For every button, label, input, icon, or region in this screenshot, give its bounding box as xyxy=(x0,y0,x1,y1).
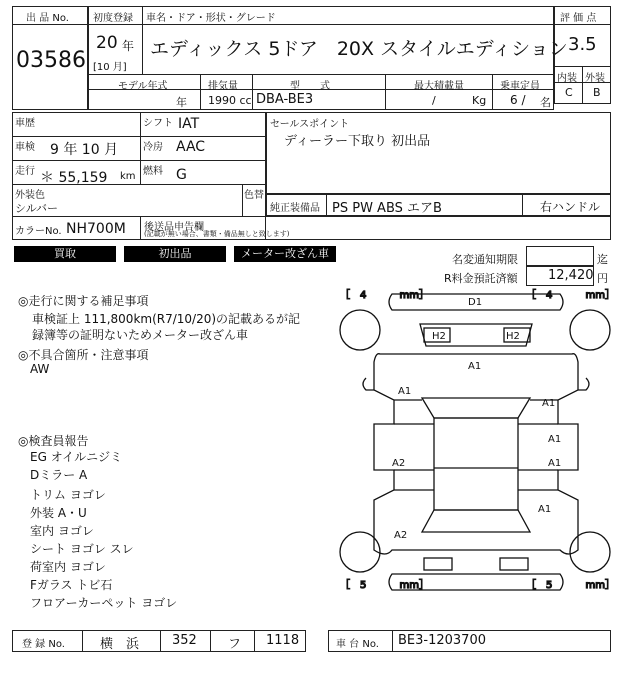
shift-label: シフト xyxy=(143,118,173,129)
capacity-unit: 名 xyxy=(540,96,551,109)
first-reg-year: 20 xyxy=(96,33,118,53)
score: 3.5 xyxy=(568,34,597,55)
lot-no-label: 出 品 No. xyxy=(26,13,69,24)
max-load-unit: Kg xyxy=(472,94,487,107)
sales-point-label: セールスポイント xyxy=(270,119,350,130)
mark-headlight-left: H2 xyxy=(432,331,446,342)
displacement: 1990 cc xyxy=(208,94,252,107)
inspector-header: ◎検査員報告 xyxy=(18,434,89,448)
chassis: BE3-1203700 xyxy=(398,633,486,648)
mark-headlight-right: H2 xyxy=(506,331,520,342)
mark-right-quarter: A1 xyxy=(538,504,552,515)
inspector-item: Fガラス トビ石 xyxy=(30,578,113,592)
first-reg-label: 初度登録 xyxy=(93,13,133,24)
mark-front-bumper: D1 xyxy=(468,297,483,308)
tag-meter-tampered: メーター改ざん車 xyxy=(234,246,336,262)
color-no: NH700M xyxy=(66,221,126,237)
inspector-item: EG オイルニジミ xyxy=(30,450,123,464)
wheel-front-left xyxy=(340,310,380,350)
name-change-unit: 迄 xyxy=(597,253,608,266)
tread-rear-right: ［ 5 mm］ xyxy=(526,580,616,591)
defects: AW xyxy=(30,362,50,376)
doc-note: (記載が無い場合、書類・備品無しと致します) xyxy=(144,230,290,238)
recycle-unit: 円 xyxy=(597,272,608,285)
model-year-label: モデル年式 xyxy=(118,81,168,92)
inspection-label: 車検 xyxy=(15,142,35,153)
tread-rear-left: ［ 5 mm］ xyxy=(340,580,430,591)
inspector-item: 荷室内 ヨゴレ xyxy=(30,560,106,574)
wheel-front-right xyxy=(570,310,610,350)
exterior-grade: B xyxy=(593,86,601,99)
ac-label: 冷房 xyxy=(143,142,163,153)
mark-right-fender: A1 xyxy=(542,398,556,409)
car-body-outline xyxy=(374,354,578,554)
recycle-amount: 12,420 xyxy=(548,268,594,283)
displacement-label: 排気量 xyxy=(208,81,238,92)
mark-left-quarter: A2 xyxy=(394,530,408,541)
inspector-item: Dミラー A xyxy=(30,468,88,482)
score-label: 評 価 点 xyxy=(560,13,597,24)
name-change-box xyxy=(526,246,594,266)
max-load-sep: / xyxy=(432,94,436,107)
car-name-label: 車名・ドア・形状・グレード xyxy=(146,13,276,24)
steering: 右ハンドル xyxy=(540,200,601,214)
recycle-label: R料金預託済額 xyxy=(444,272,518,285)
mark-right-front-door: A1 xyxy=(548,434,562,445)
type-label: 型 式 xyxy=(290,81,330,92)
exterior-label: 外装 xyxy=(585,73,605,84)
exterior-color-label: 外装色 xyxy=(15,190,45,201)
driving-header: ◎走行に関する補足事項 xyxy=(18,294,149,308)
exterior-color: シルバー xyxy=(15,202,58,215)
mark-hood: A1 xyxy=(468,361,482,372)
tag-buyout: 買取 xyxy=(14,246,116,262)
mark-right-rear-door: A1 xyxy=(548,458,562,469)
driving-line2: 録簿等の証明ないためメーター改ざん車 xyxy=(32,328,249,342)
car-damage-diagram xyxy=(336,288,616,602)
mark-left-rear-door: A2 xyxy=(392,458,406,469)
inspector-item: シート ヨゴレ スレ xyxy=(30,542,134,556)
inspector-item: フロアーカーペット ヨゴレ xyxy=(30,596,178,610)
capacity: 6 / xyxy=(510,93,526,107)
model-year-unit: 年 xyxy=(176,96,187,109)
driving-line1: 車検証上 111,800km(R7/10/20)の記載あるが記 xyxy=(32,312,301,326)
defects-header: ◎不具合箇所・注意事項 xyxy=(18,348,149,362)
car-name: エディックス 5ドア 20X スタイルエディション xyxy=(150,38,568,60)
interior-label: 内装 xyxy=(557,73,577,84)
fuel: G xyxy=(176,167,187,183)
equipment: PS PW ABS エアB xyxy=(332,201,442,216)
equipment-label: 純正装備品 xyxy=(270,203,320,214)
lot-no: 03586 xyxy=(16,48,86,73)
max-load-label: 最大積載量 xyxy=(414,81,464,92)
ac: AAC xyxy=(176,139,206,155)
tread-front-right: ［ 4 mm］ xyxy=(526,290,616,301)
doc-label: 後送品申告欄 xyxy=(144,222,204,233)
reg-kana: フ xyxy=(228,637,242,652)
chassis-label: 車 台 No. xyxy=(336,639,379,650)
reg-place: 横 浜 xyxy=(100,637,140,652)
tread-front-left: ［ 4 mm］ xyxy=(340,290,430,301)
mileage: ＊ 55,159 xyxy=(40,170,108,186)
capacity-label: 乗車定員 xyxy=(500,81,540,92)
mark-left-fender: A1 xyxy=(398,386,412,397)
reg-number: 1118 xyxy=(266,633,300,648)
type: DBA-BE3 xyxy=(256,92,314,107)
tag-first-listing: 初出品 xyxy=(124,246,226,262)
shift: IAT xyxy=(178,116,200,132)
inspection: 9 年 10 月 xyxy=(50,142,119,158)
inspector-item: 室内 ヨゴレ xyxy=(30,524,94,538)
first-reg-month: [10 月] xyxy=(93,62,127,73)
color-no-label: カラーNo. xyxy=(15,226,62,237)
history-label: 車歴 xyxy=(15,118,35,129)
name-change-label: 名変通知期限 xyxy=(452,253,518,266)
interior-grade: C xyxy=(565,86,573,99)
first-reg-year-unit: 年 xyxy=(122,39,135,53)
color-change-label: 色替 xyxy=(244,190,264,201)
sales-point: ディーラー下取り 初出品 xyxy=(284,134,431,149)
reg-label: 登 録 No. xyxy=(22,639,65,650)
mileage-label: 走行 xyxy=(15,166,35,177)
fuel-label: 燃料 xyxy=(143,166,163,177)
mileage-unit: km xyxy=(120,171,136,182)
inspector-item: 外装 A・U xyxy=(30,506,87,520)
inspector-item: トリム ヨゴレ xyxy=(30,488,106,502)
reg-class: 352 xyxy=(172,633,197,648)
